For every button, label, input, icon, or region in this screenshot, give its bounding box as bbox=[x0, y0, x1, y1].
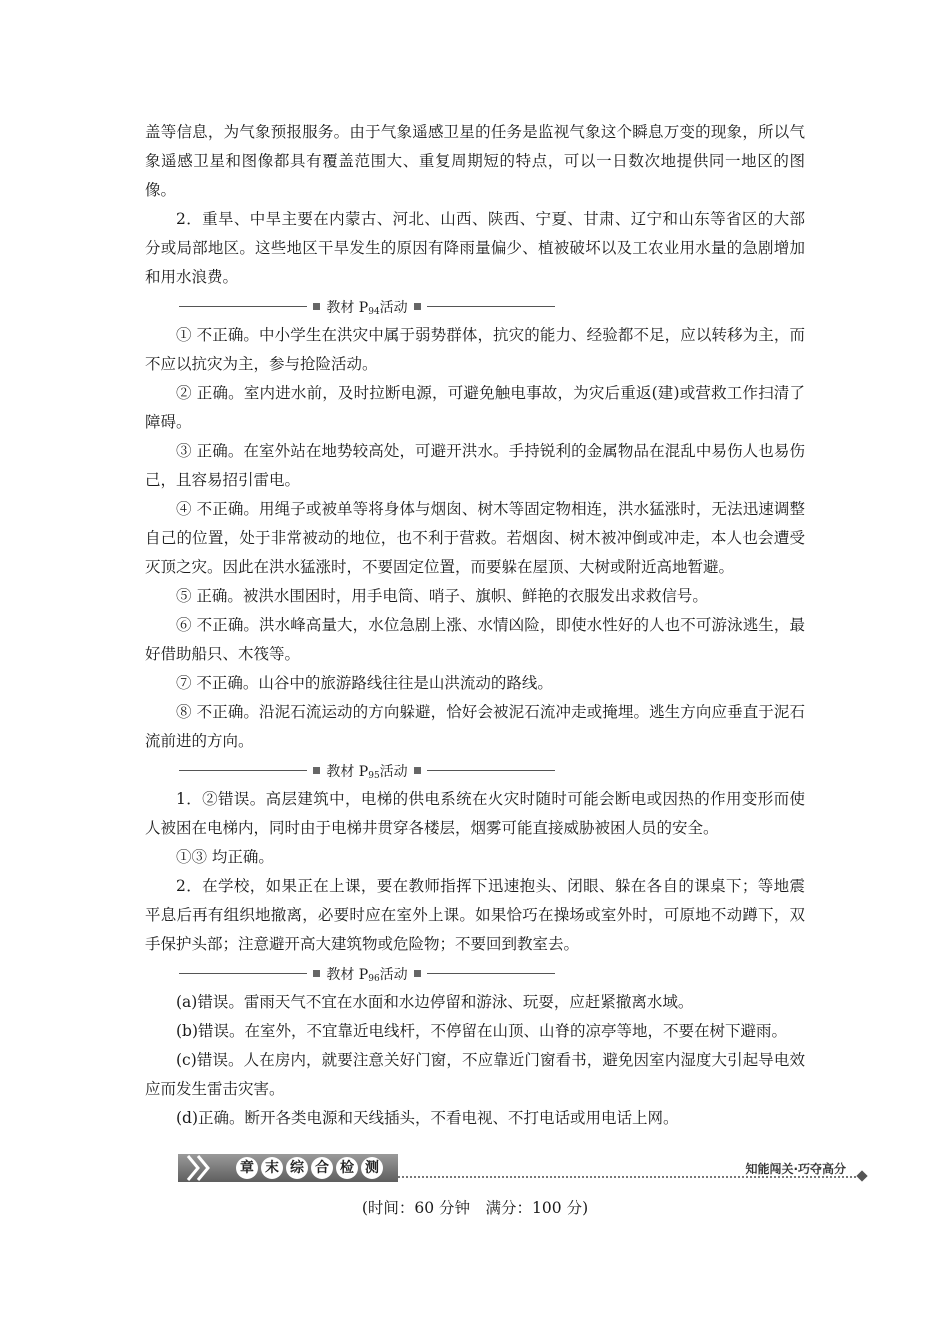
answer-item: (a)错误。雷雨天气不宜在水面和水边停留和游泳、玩耍，应赶紧撤离水域。 bbox=[176, 993, 694, 1011]
section-label-p94: 教材 $P_{94}$活动 bbox=[326, 299, 408, 317]
answer-item: ①③ 均正确。 bbox=[176, 848, 274, 866]
answer-item: ⑦ 不正确。山谷中的旅游路线往往是山洪流动的路线。 bbox=[176, 674, 553, 692]
square-bullet-icon bbox=[313, 303, 320, 310]
double-chevron-icon bbox=[184, 1154, 214, 1182]
section-divider-p96 bbox=[179, 959, 555, 988]
chapter-review-banner bbox=[178, 1154, 868, 1186]
intro-paragraph-1: 盖等信息，为气象预报服务。由于气象遥感卫星的任务是监视气象这个瞬息万变的现象，所以气象遥感卫星和图像都具有覆盖范围大、重复周期短的特点，可以一日数次地提供同一地区的图像。 bbox=[145, 123, 805, 199]
answer-item: 2．在学校，如果正在上课，要在教师指挥下迅速抱头、闭眼、躲在各自的课桌下；等地震平息后再有组织地撤离，必要时应在室外上课。如果恰巧在操场或室外时，可原地不动蹲下，双手保护头部；注意避开高大建筑物或危险物；不要回到教室去。 bbox=[145, 877, 805, 953]
section-label-p96: 教材 $P_{96}$活动 bbox=[326, 966, 408, 984]
square-bullet-icon bbox=[414, 970, 421, 977]
square-bullet-icon bbox=[414, 303, 421, 310]
section-label-p95: 教材 $P_{95}$活动 bbox=[326, 763, 408, 781]
answer-item: ⑧ 不正确。沿泥石流运动的方向躲避，恰好会被泥石流冲走或掩埋。逃生方向应垂直于泥石流前进的方向。 bbox=[145, 703, 805, 750]
divider-line bbox=[427, 306, 555, 307]
divider-line bbox=[427, 973, 555, 974]
answer-item: (b)错误。在室外，不宜靠近电线杆，不停留在山顶、山脊的凉亭等地，不要在树下避雨。 bbox=[176, 1022, 788, 1040]
square-bullet-icon bbox=[313, 767, 320, 774]
section-divider-p94 bbox=[179, 292, 555, 321]
answer-item: ② 正确。室内进水前，及时拉断电源，可避免触电事故，为灾后重返(建)或营救工作扫清了障碍。 bbox=[145, 384, 805, 431]
divider-line bbox=[427, 770, 555, 771]
answer-item: (c)错误。人在房内，就要注意关好门窗，不应靠近门窗看书，避免因室内湿度大引起导电效应而发生雷击灾害。 bbox=[145, 1051, 805, 1098]
diamond-icon bbox=[856, 1170, 867, 1181]
banner-title-char: 综 bbox=[286, 1157, 308, 1179]
banner-slogan: 知能闯关·巧夺高分 bbox=[745, 1162, 846, 1176]
banner-title-char: 检 bbox=[336, 1157, 358, 1179]
divider-line bbox=[179, 770, 307, 771]
banner-title bbox=[236, 1157, 383, 1179]
square-bullet-icon bbox=[313, 970, 320, 977]
answer-item: ① 不正确。中小学生在洪灾中属于弱势群体，抗灾的能力、经验都不足，应以转移为主，而不应以抗灾为主，参与抢险活动。 bbox=[145, 326, 805, 373]
answer-content bbox=[145, 118, 805, 1133]
answer-item: ④ 不正确。用绳子或被单等将身体与烟囱、树木等固定物相连，洪水猛涨时，无法迅速调整自己的位置，处于非常被动的地位，也不利于营救。若烟囱、树木被冲倒或冲走，本人也会遭受灭顶之灾。因此在洪水猛涨时，不要固定位置，而要躲在屋顶、大树或附近高地暂避。 bbox=[145, 500, 805, 576]
section-divider-p95 bbox=[179, 756, 555, 785]
banner-title-char: 末 bbox=[261, 1157, 283, 1179]
banner-title-char: 合 bbox=[311, 1157, 333, 1179]
answer-item: ③ 正确。在室外站在地势较高处，可避开洪水。手持锐利的金属物品在混乱中易伤人也易伤己，且容易招引雷电。 bbox=[145, 442, 805, 489]
answer-item: ⑥ 不正确。洪水峰高量大，水位急剧上涨、水情凶险，即使水性好的人也不可游泳逃生，最好借助船只、木筏等。 bbox=[145, 616, 805, 663]
divider-line bbox=[179, 973, 307, 974]
square-bullet-icon bbox=[414, 767, 421, 774]
exam-time-info: (时间：60 分钟 满分：100 分) bbox=[361, 1199, 589, 1217]
answer-item: (d)正确。断开各类电源和天线插头，不看电视、不打电话或用电话上网。 bbox=[176, 1109, 679, 1127]
banner-title-char: 章 bbox=[236, 1157, 258, 1179]
intro-paragraph-2: 2．重旱、中旱主要在内蒙古、河北、山西、陕西、宁夏、甘肃、辽宁和山东等省区的大部分或局部地区。这些地区干旱发生的原因有降雨量偏少、植被破坏以及工农业用水量的急剧增加和用水浪费。 bbox=[145, 210, 805, 286]
answer-item: 1．②错误。高层建筑中，电梯的供电系统在火灾时随时可能会断电或因热的作用变形而使人被困在电梯内，同时由于电梯井贯穿各楼层，烟雾可能直接威胁被困人员的安全。 bbox=[145, 790, 805, 837]
banner-title-char: 测 bbox=[361, 1157, 383, 1179]
answer-item: ⑤ 正确。被洪水围困时，用手电筒、哨子、旗帜、鲜艳的衣服发出求救信号。 bbox=[176, 587, 708, 605]
divider-line bbox=[179, 306, 307, 307]
